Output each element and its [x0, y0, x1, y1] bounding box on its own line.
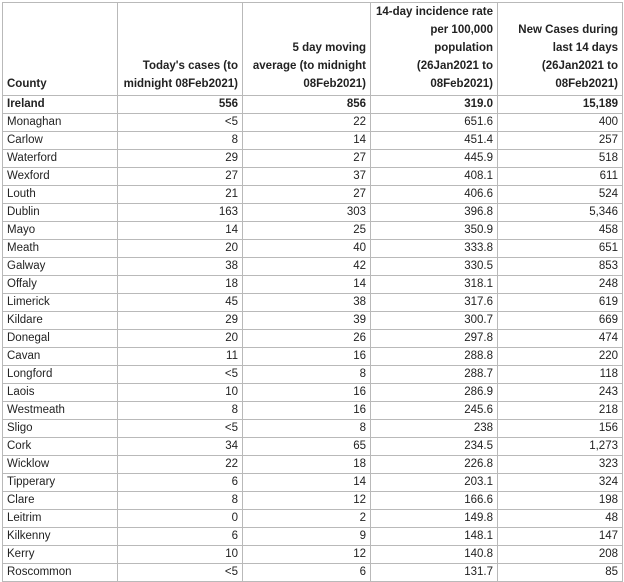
cell-todays-cases: 6: [118, 528, 243, 546]
cell-moving-average: 26: [243, 330, 371, 348]
cell-incidence-rate: 318.1: [371, 276, 498, 294]
cell-todays-cases: 8: [118, 132, 243, 150]
cell-incidence-rate: 300.7: [371, 312, 498, 330]
cell-new-cases: 198: [498, 492, 623, 510]
cell-moving-average: 303: [243, 204, 371, 222]
cell-incidence-rate: 140.8: [371, 546, 498, 564]
table-row: [3, 456, 623, 474]
cell-new-cases: 248: [498, 276, 623, 294]
cell-new-cases: 619: [498, 294, 623, 312]
cell-todays-cases: 18: [118, 276, 243, 294]
cell-new-cases: 118: [498, 366, 623, 384]
header-todays-cases: Today's cases (to midnight 08Feb2021): [118, 3, 243, 96]
table-row: [3, 402, 623, 420]
cell-incidence-rate: 350.9: [371, 222, 498, 240]
cell-moving-average: 2: [243, 510, 371, 528]
cell-new-cases: 474: [498, 330, 623, 348]
table-row: [3, 114, 623, 132]
cell-county: Mayo: [3, 222, 118, 240]
cell-incidence-rate: 396.8: [371, 204, 498, 222]
cell-moving-average: 14: [243, 474, 371, 492]
cell-incidence-rate: 226.8: [371, 456, 498, 474]
cell-todays-cases: 556: [118, 96, 243, 114]
cell-moving-average: 16: [243, 402, 371, 420]
cell-county: Tipperary: [3, 474, 118, 492]
cell-county: Clare: [3, 492, 118, 510]
cell-county: Leitrim: [3, 510, 118, 528]
table-row: [3, 258, 623, 276]
cell-new-cases: 218: [498, 402, 623, 420]
table-row: [3, 474, 623, 492]
cell-todays-cases: <5: [118, 564, 243, 582]
cell-new-cases: 669: [498, 312, 623, 330]
table-row: [3, 492, 623, 510]
cell-incidence-rate: 288.7: [371, 366, 498, 384]
table-row: [3, 186, 623, 204]
cell-county: Kildare: [3, 312, 118, 330]
cell-county: Kilkenny: [3, 528, 118, 546]
cell-moving-average: 42: [243, 258, 371, 276]
table-row: [3, 168, 623, 186]
cell-incidence-rate: 148.1: [371, 528, 498, 546]
cell-moving-average: 8: [243, 366, 371, 384]
table-row: [3, 276, 623, 294]
cell-new-cases: 611: [498, 168, 623, 186]
cell-incidence-rate: 286.9: [371, 384, 498, 402]
cell-incidence-rate: 445.9: [371, 150, 498, 168]
table-row: [3, 420, 623, 438]
cell-todays-cases: 10: [118, 384, 243, 402]
cell-todays-cases: 10: [118, 546, 243, 564]
header-incidence-rate: 14-day incidence rate per 100,000 population (26Jan2021 to 08Feb2021): [371, 3, 498, 96]
cell-todays-cases: <5: [118, 366, 243, 384]
cell-new-cases: 156: [498, 420, 623, 438]
cell-county: Wicklow: [3, 456, 118, 474]
cell-moving-average: 27: [243, 150, 371, 168]
table-row: [3, 150, 623, 168]
cell-new-cases: 458: [498, 222, 623, 240]
cell-new-cases: 651: [498, 240, 623, 258]
cell-moving-average: 38: [243, 294, 371, 312]
cell-county: Roscommon: [3, 564, 118, 582]
cell-county: Cork: [3, 438, 118, 456]
cell-moving-average: 25: [243, 222, 371, 240]
cell-county: Waterford: [3, 150, 118, 168]
cell-new-cases: 1,273: [498, 438, 623, 456]
table-row: [3, 528, 623, 546]
cell-county: Kerry: [3, 546, 118, 564]
cell-todays-cases: 20: [118, 330, 243, 348]
cell-todays-cases: <5: [118, 114, 243, 132]
cell-county: Longford: [3, 366, 118, 384]
cell-county: Meath: [3, 240, 118, 258]
cell-county: Carlow: [3, 132, 118, 150]
cell-new-cases: 323: [498, 456, 623, 474]
cell-todays-cases: 29: [118, 150, 243, 168]
table-row: [3, 546, 623, 564]
cell-incidence-rate: 651.6: [371, 114, 498, 132]
cell-new-cases: 243: [498, 384, 623, 402]
cell-incidence-rate: 408.1: [371, 168, 498, 186]
header-row: [3, 3, 623, 96]
cell-new-cases: 518: [498, 150, 623, 168]
table-row: [3, 204, 623, 222]
cell-moving-average: 12: [243, 546, 371, 564]
cell-new-cases: 48: [498, 510, 623, 528]
cell-county: Ireland: [3, 96, 118, 114]
cell-todays-cases: 27: [118, 168, 243, 186]
cell-new-cases: 853: [498, 258, 623, 276]
cell-new-cases: 208: [498, 546, 623, 564]
table-row: [3, 294, 623, 312]
table-row: [3, 384, 623, 402]
cell-county: Laois: [3, 384, 118, 402]
cell-todays-cases: 20: [118, 240, 243, 258]
cell-moving-average: 9: [243, 528, 371, 546]
cell-moving-average: 16: [243, 384, 371, 402]
cell-incidence-rate: 131.7: [371, 564, 498, 582]
cell-new-cases: 85: [498, 564, 623, 582]
cell-incidence-rate: 234.5: [371, 438, 498, 456]
cell-county: Offaly: [3, 276, 118, 294]
cell-moving-average: 856: [243, 96, 371, 114]
cell-moving-average: 40: [243, 240, 371, 258]
cell-new-cases: 220: [498, 348, 623, 366]
cell-todays-cases: 163: [118, 204, 243, 222]
cell-todays-cases: 8: [118, 492, 243, 510]
cell-incidence-rate: 238: [371, 420, 498, 438]
header-county: County: [3, 3, 118, 96]
covid-county-table: [2, 2, 623, 582]
cell-moving-average: 8: [243, 420, 371, 438]
cell-county: Wexford: [3, 168, 118, 186]
cell-new-cases: 147: [498, 528, 623, 546]
cell-county: Monaghan: [3, 114, 118, 132]
table-row: [3, 438, 623, 456]
table-row-total: [3, 96, 623, 114]
cell-moving-average: 39: [243, 312, 371, 330]
cell-moving-average: 27: [243, 186, 371, 204]
cell-incidence-rate: 297.8: [371, 330, 498, 348]
cell-incidence-rate: 330.5: [371, 258, 498, 276]
table-row: [3, 510, 623, 528]
cell-todays-cases: 8: [118, 402, 243, 420]
cell-todays-cases: 45: [118, 294, 243, 312]
cell-todays-cases: <5: [118, 420, 243, 438]
cell-county: Galway: [3, 258, 118, 276]
cell-county: Cavan: [3, 348, 118, 366]
cell-county: Donegal: [3, 330, 118, 348]
cell-moving-average: 12: [243, 492, 371, 510]
cell-incidence-rate: 149.8: [371, 510, 498, 528]
cell-moving-average: 65: [243, 438, 371, 456]
cell-incidence-rate: 166.6: [371, 492, 498, 510]
cell-county: Limerick: [3, 294, 118, 312]
cell-todays-cases: 38: [118, 258, 243, 276]
cell-todays-cases: 6: [118, 474, 243, 492]
table-row: [3, 132, 623, 150]
cell-county: Dublin: [3, 204, 118, 222]
cell-incidence-rate: 451.4: [371, 132, 498, 150]
cell-moving-average: 14: [243, 276, 371, 294]
cell-incidence-rate: 319.0: [371, 96, 498, 114]
cell-moving-average: 16: [243, 348, 371, 366]
cell-todays-cases: 11: [118, 348, 243, 366]
header-moving-average: 5 day moving average (to midnight 08Feb2021): [243, 3, 371, 96]
cell-todays-cases: 21: [118, 186, 243, 204]
cell-incidence-rate: 288.8: [371, 348, 498, 366]
cell-moving-average: 37: [243, 168, 371, 186]
cell-new-cases: 5,346: [498, 204, 623, 222]
cell-moving-average: 6: [243, 564, 371, 582]
cell-new-cases: 257: [498, 132, 623, 150]
cell-new-cases: 324: [498, 474, 623, 492]
cell-county: Louth: [3, 186, 118, 204]
cell-new-cases: 400: [498, 114, 623, 132]
cell-county: Westmeath: [3, 402, 118, 420]
cell-incidence-rate: 245.6: [371, 402, 498, 420]
cell-todays-cases: 14: [118, 222, 243, 240]
cell-moving-average: 22: [243, 114, 371, 132]
table-row: [3, 348, 623, 366]
cell-todays-cases: 29: [118, 312, 243, 330]
cell-new-cases: 524: [498, 186, 623, 204]
cell-county: Sligo: [3, 420, 118, 438]
table-row: [3, 240, 623, 258]
table-row: [3, 366, 623, 384]
cell-todays-cases: 34: [118, 438, 243, 456]
cell-new-cases: 15,189: [498, 96, 623, 114]
cell-incidence-rate: 406.6: [371, 186, 498, 204]
cell-incidence-rate: 317.6: [371, 294, 498, 312]
cell-todays-cases: 22: [118, 456, 243, 474]
cell-incidence-rate: 333.8: [371, 240, 498, 258]
table-body: [3, 96, 623, 582]
cell-incidence-rate: 203.1: [371, 474, 498, 492]
cell-moving-average: 18: [243, 456, 371, 474]
cell-moving-average: 14: [243, 132, 371, 150]
table-header: [3, 3, 623, 96]
header-new-cases-14-days: New Cases during last 14 days (26Jan2021 to 08Feb2021): [498, 3, 623, 96]
cell-todays-cases: 0: [118, 510, 243, 528]
table-row: [3, 312, 623, 330]
table-row: [3, 222, 623, 240]
table-row: [3, 330, 623, 348]
